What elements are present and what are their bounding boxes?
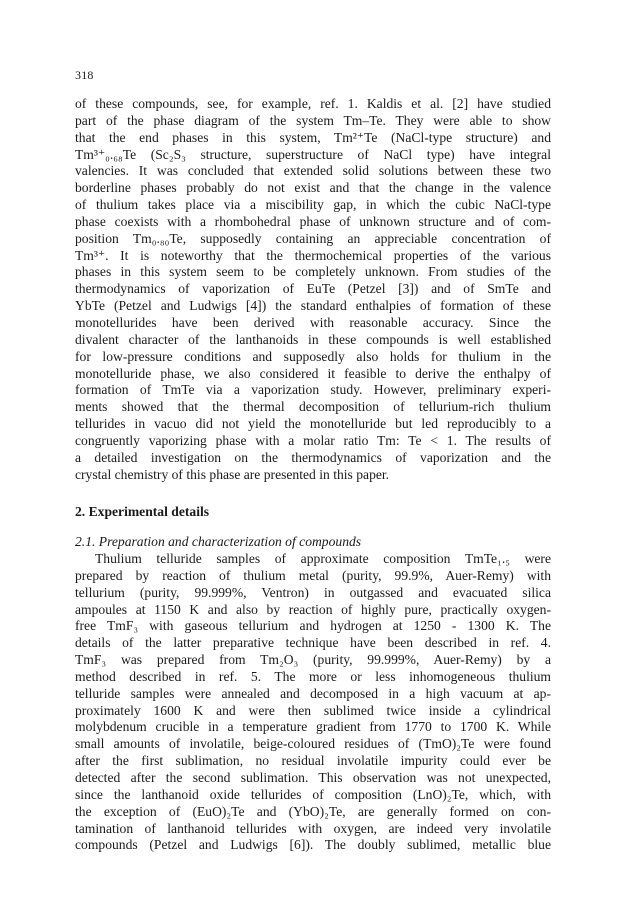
- intro-line: ments showed that the thermal decomposition of tellurium-rich thulium: [75, 399, 551, 415]
- body-line: small amounts of involatile, beige-coloured residues of (TmO)₂Te were found: [75, 736, 551, 752]
- intro-line: borderline phases probably do not exist and that the change in the valence: [75, 180, 551, 196]
- intro-line: Tm³⁺₀.₆₈Te (Sc₂S₃ structure, superstructure of NaCl type) have integral: [75, 146, 551, 162]
- intro-line: valencies. It was concluded that extended solid solutions between these two: [75, 163, 551, 179]
- intro-line: monotellurides have been derived with reasonable accuracy. Since the: [75, 314, 551, 330]
- body-line: since the lanthanoid oxide tellurides of composition (LnO)₂Te, which, with: [75, 786, 551, 802]
- subsection-heading: 2.1. Preparation and characterization of compounds: [75, 534, 362, 549]
- body-line: free TmF₃ with gaseous tellurium and hydrogen at 1250 - 1300 K. The: [75, 618, 551, 634]
- intro-line: Tm³⁺. It is noteworthy that the thermochemical properties of the various: [75, 247, 551, 263]
- intro-line: phase coexists with a rhombohedral phase of unknown structure and of com-: [75, 213, 551, 229]
- body-line: tellurium (purity, 99.999%, Ventron) in outgassed and evacuated silica: [75, 584, 551, 600]
- body-line: Thulium telluride samples of approximate composition TmTe₁.₅ were: [95, 551, 551, 566]
- intro-line: position Tm₀.₈₀Te, supposedly containing an appreciable concentration of: [75, 230, 551, 246]
- intro-line: YbTe (Petzel and Ludwigs [4]) the standard enthalpies of formation of these: [75, 298, 551, 314]
- intro-line: a detailed investigation on the thermodynamics of vaporization and the: [75, 449, 551, 465]
- section-heading: 2. Experimental details: [75, 504, 210, 519]
- intro-line: thermodynamics of vaporization of EuTe (Petzel [3]) and of SmTe and: [75, 281, 551, 297]
- intro-line: tellurides in vacuo did not yield the monotelluride but led reproducibly to a: [75, 416, 551, 432]
- intro-line: formation of TmTe via a vaporization study. However, preliminary experi-: [75, 382, 551, 398]
- intro-line: phases in this system seem to be completely unknown. From studies of the: [75, 264, 551, 280]
- intro-line: congruently vaporizing phase with a molar ratio Tm: Te < 1. The results of: [75, 432, 551, 448]
- intro-line: that the end phases in this system, Tm²⁺Te (NaCl-type structure) and: [75, 129, 551, 145]
- body-line: compounds (Petzel and Ludwigs [6]). The doubly sublimed, metallic blue: [75, 837, 551, 853]
- intro-line: monotelluride phase, we also considered it feasible to derive the enthalpy of: [75, 365, 551, 381]
- intro-line: divalent character of the lanthanoids in these compounds is well established: [75, 331, 551, 347]
- page-number: 318: [75, 68, 94, 82]
- body-line: details of the latter preparative technique have been described in ref. 4.: [75, 635, 551, 651]
- intro-line: for low-pressure conditions and supposedly also holds for thulium in the: [75, 348, 551, 364]
- body-line: proximately 1600 K and were then sublimed twice inside a cylindrical: [75, 702, 551, 718]
- intro-line: crystal chemistry of this phase are presented in this paper.: [75, 466, 390, 482]
- body-line: telluride samples were annealed and decomposed in a high vacuum at ap-: [75, 685, 551, 701]
- body-line: molybdenum crucible in a temperature gradient from 1770 to 1700 K. While: [75, 719, 551, 735]
- body-line: the exception of (EuO)₂Te and (YbO)₂Te, are generally formed on con-: [75, 803, 551, 819]
- body-line: after the first sublimation, no residual involatile impurity could ever be: [75, 753, 551, 769]
- body-line: TmF₃ was prepared from Tm₂O₃ (purity, 99.999%, Auer-Remy) by a: [75, 652, 551, 668]
- body-line: prepared by reaction of thulium metal (purity, 99.9%, Auer-Remy) with: [75, 567, 551, 583]
- body-line: detected after the second sublimation. This observation was not unexpected,: [75, 769, 551, 785]
- body-line: method described in ref. 5. The more or less inhomogeneous thulium: [75, 668, 551, 684]
- body-line: tamination of lanthanoid tellurides with oxygen, are indeed very involatile: [75, 820, 551, 836]
- intro-paragraph: [75, 96, 551, 483]
- body-paragraph: [75, 551, 551, 854]
- intro-line: of these compounds, see, for example, ref. 1. Kaldis et al. [2] have studied: [75, 96, 551, 111]
- body-line: ampoules at 1150 K and also by reaction of highly pure, practically oxygen-: [75, 601, 551, 617]
- intro-line: part of the phase diagram of the system Tm–Te. They were able to show: [75, 112, 551, 128]
- intro-line: of thulium takes place via a miscibility gap, in which the cubic NaCl-type: [75, 197, 551, 213]
